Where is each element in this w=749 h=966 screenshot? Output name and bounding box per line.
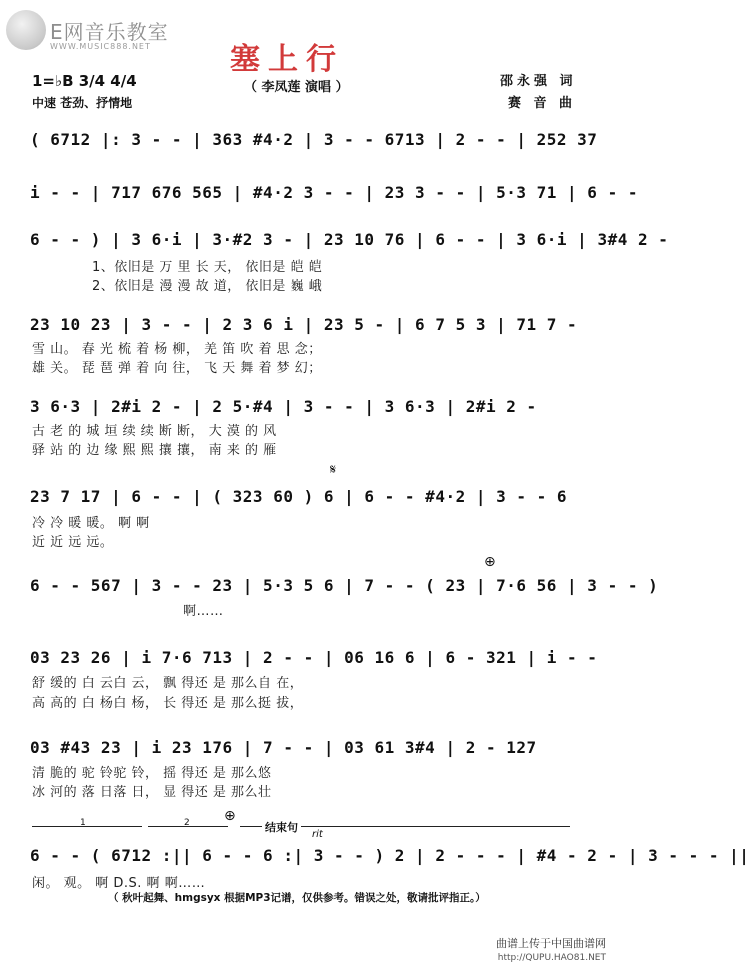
lyric-row-8-verse-1: 舒 缓的 白 云白 云， 飘 得还 是 那么自 在，: [32, 676, 304, 691]
logo-text: E网音乐教室: [50, 20, 169, 44]
lyric-row-4-verse-1: 雪 山。 春 光 梳 着 杨 柳， 羌 笛 吹 着 思 念；: [32, 342, 322, 357]
coda-icon: ⊕: [484, 554, 496, 570]
score-row-5: 3 6·3 | 2#i 2 - | 2 5·#4 | 3 - - | 3 6·3 | 2#i 2 -: [30, 397, 537, 416]
singer-credit: （ 李凤莲 演唱 ）: [244, 80, 349, 95]
lyric-row-4-verse-2: 雄 关。 琵 琶 弹 着 向 往， 飞 天 舞 着 梦 幻；: [32, 361, 322, 376]
lyricist-credit: 邵永强 词: [500, 74, 577, 89]
lyric-row-3-verse-1: 1、依旧是 万 里 长 天， 依旧是 皑 皑: [92, 260, 323, 275]
score-row-9: 03 #43 23 | i 23 176 | 7 - - | 03 61 3#4 | 2 - 127: [30, 738, 537, 757]
lyric-row-10: 闲。 观。 啊 D.S. 啊 啊……: [32, 876, 206, 891]
score-row-1: ( 6712 |: 3 - - | 363 #4·2 | 3 - - 6713 | 2 - - | 252 37: [30, 130, 598, 149]
footer-watermark: [472, 936, 606, 966]
rit-marking: rit: [312, 829, 323, 840]
lyric-row-6-verse-1: 冷 冷 暖 暖。 啊 啊: [32, 516, 150, 531]
song-title: 塞上行: [230, 42, 344, 77]
lyric-row-6-verse-2: 近 近 远 远。: [32, 535, 114, 550]
music-note-circle-icon: [6, 10, 46, 50]
score-row-3: 6 - - ) | 3 6·i | 3·#2 3 - | 23 10 76 | 6 - - | 3 6·i | 3#4 2 -: [30, 230, 669, 249]
score-row-4: 23 10 23 | 3 - - | 2 3 6 i | 23 5 - | 6 7 5 3 | 71 7 -: [30, 315, 578, 334]
volta-1-bracket: [32, 826, 142, 827]
key-signature: 1=♭B 3/4 4/4: [32, 72, 137, 90]
score-row-7: 6 - - 567 | 3 - - 23 | 5·3 5 6 | 7 - - ( 23 | 7·6 56 | 3 - - ): [30, 576, 659, 595]
score-row-2: i - - | 717 676 565 | #4·2 3 - - | 23 3 - - | 5·3 71 | 6 - -: [30, 183, 638, 202]
tempo-marking: 中速 苍劲、抒情地: [32, 96, 133, 110]
segno-icon: 𝄋: [330, 462, 337, 478]
lyric-row-3-verse-2: 2、依旧是 漫 漫 故 道， 依旧是 巍 峨: [92, 279, 323, 294]
lyric-row-8-verse-2: 高 高的 白 杨白 杨， 长 得还 是 那么挺 拔，: [32, 696, 304, 711]
volta-1-label: 1: [80, 818, 86, 828]
volta-2-label: 2: [184, 818, 190, 828]
footer-url: http://QUPU.HAO81.NET: [497, 953, 606, 963]
composer-credit: 赛 音 曲: [508, 96, 577, 111]
score-row-10: 6 - - ( 6712 :|| 6 - - 6 :| 3 - - ) 2 | 2 - - - | #4 - 2 - | 3 - - - ||: [30, 846, 749, 865]
score-row-6: 23 7 17 | 6 - - | ( 323 60 ) 6 | 6 - - #4·2 | 3 - - 6: [30, 487, 568, 506]
lyric-row-9-verse-2: 冰 河的 落 日落 日， 显 得还 是 那么壮: [32, 785, 272, 800]
logo-url: WWW.MUSIC888.NET: [50, 42, 151, 51]
transcription-note: （ 秋叶起舞、hmgsyx 根据MP3记谱，仅供参考。错误之处，敬请批评指正。）: [108, 892, 486, 904]
footer-line-1: 曲谱上传于中国曲谱网: [496, 937, 606, 950]
score-row-8: 03 23 26 | i 7·6 713 | 2 - - | 06 16 6 | 6 - 321 | i - -: [30, 648, 598, 667]
ending-label: 结束句: [262, 819, 301, 835]
lyric-row-5-verse-2: 驿 站 的 边 缘 熙 熙 攘 攘， 南 来 的 雁: [32, 443, 277, 458]
site-logo: [6, 10, 186, 60]
lyric-row-5-verse-1: 古 老 的 城 垣 续 续 断 断， 大 漠 的 风: [32, 424, 277, 439]
coda-icon-2: ⊕: [224, 808, 236, 824]
lyric-row-9-verse-1: 清 脆的 驼 铃驼 铃， 摇 得还 是 那么悠: [32, 766, 272, 781]
lyric-row-7: 啊……: [183, 604, 224, 619]
